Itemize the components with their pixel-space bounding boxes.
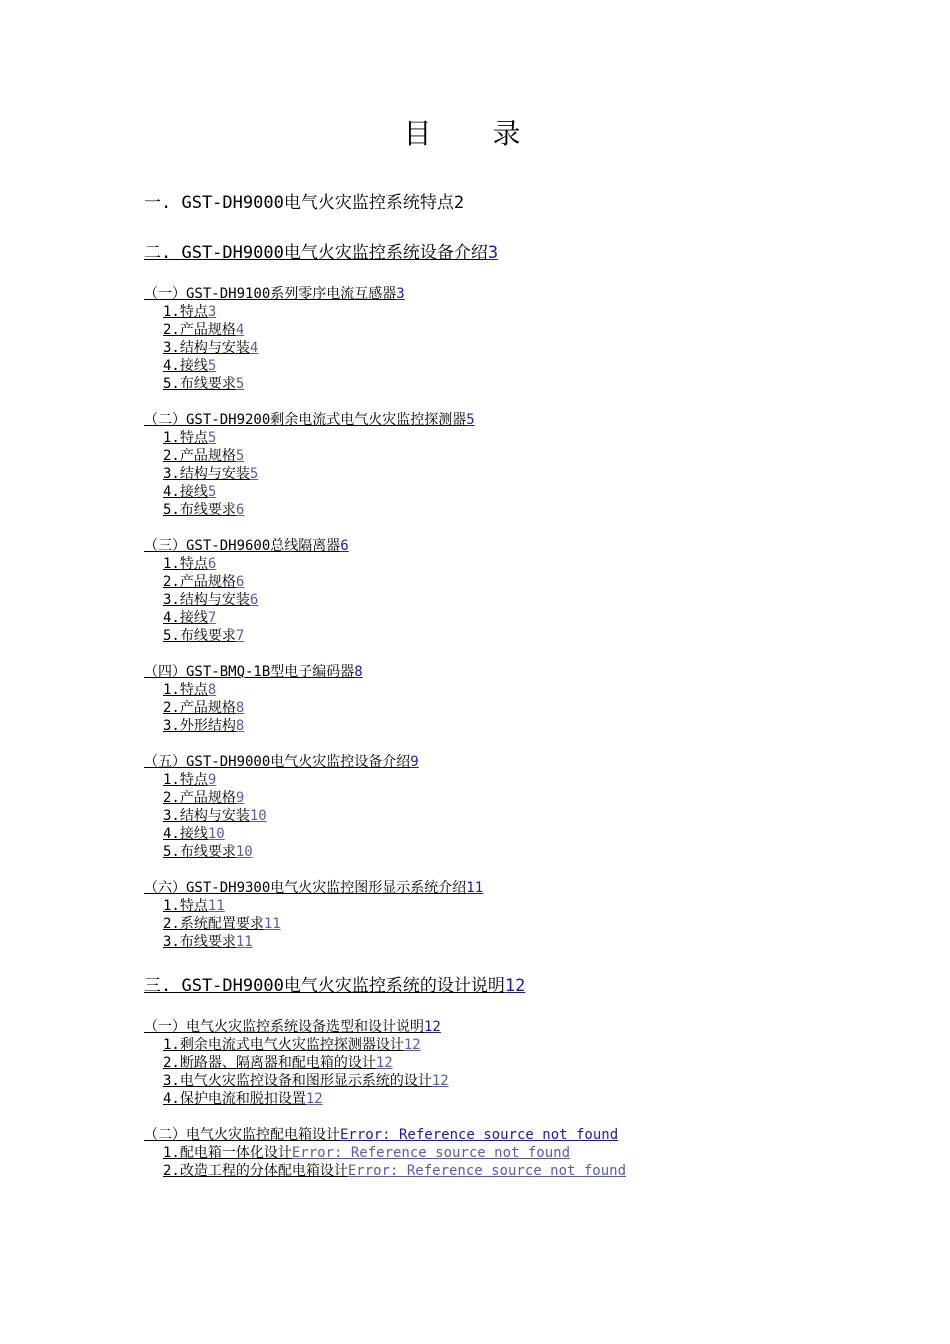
- toc-item-label: 5.布线要求: [163, 628, 236, 644]
- toc-section-label: （六）GST-DH9300电气火灾监控图形显示系统介绍: [144, 880, 467, 896]
- toc-item[interactable]: [144, 1054, 864, 1072]
- toc-item[interactable]: [144, 573, 864, 591]
- toc-section[interactable]: [144, 285, 864, 303]
- toc-item-page[interactable]: 4: [249, 340, 259, 356]
- toc-section-label: （五）GST-DH9000电气火灾监控设备介绍: [144, 754, 411, 770]
- toc-chapter[interactable]: [144, 240, 864, 266]
- toc-item-page[interactable]: 11: [207, 898, 225, 914]
- toc-item-label: 2.系统配置要求: [163, 916, 264, 932]
- toc-section[interactable]: [144, 1018, 864, 1036]
- toc-item[interactable]: [144, 303, 864, 321]
- toc-item-label: 2.断路器、隔离器和配电箱的设计: [163, 1055, 376, 1071]
- toc-item[interactable]: [144, 843, 864, 861]
- toc-item-label: 4.保护电流和脱扣设置: [163, 1091, 306, 1107]
- toc-item[interactable]: [144, 627, 864, 645]
- toc-item[interactable]: [144, 447, 864, 465]
- toc-section-label: （一）电气火灾监控系统设备选型和设计说明: [144, 1019, 424, 1035]
- toc-item-page[interactable]: 6: [235, 574, 245, 590]
- toc-chapter-page[interactable]: 3: [487, 243, 499, 263]
- toc-item-label: 1.特点: [163, 898, 208, 914]
- toc-item-label: 1.特点: [163, 304, 208, 320]
- toc-item-page[interactable]: 5: [235, 376, 245, 392]
- toc-item-label: 3.结构与安装: [163, 808, 250, 824]
- toc-item-page[interactable]: Error: Reference source not found: [347, 1163, 627, 1179]
- toc-section[interactable]: [144, 663, 864, 681]
- toc-section-label: （二）GST-DH9200剩余电流式电气火灾监控探测器: [144, 412, 467, 428]
- toc-item-page[interactable]: 6: [249, 592, 259, 608]
- toc-item[interactable]: [144, 321, 864, 339]
- toc-item[interactable]: [144, 1072, 864, 1090]
- toc-item[interactable]: [144, 339, 864, 357]
- toc-item-page[interactable]: Error: Reference source not found: [291, 1145, 571, 1161]
- toc-item-page[interactable]: 10: [249, 808, 267, 824]
- toc-item-page[interactable]: 8: [235, 700, 245, 716]
- toc-item-page[interactable]: 10: [207, 826, 225, 842]
- toc-item-page[interactable]: 12: [403, 1037, 421, 1053]
- toc-item[interactable]: [144, 501, 864, 519]
- toc-item[interactable]: [144, 465, 864, 483]
- toc-section-page[interactable]: 3: [396, 286, 405, 302]
- toc-item-page[interactable]: 6: [207, 556, 217, 572]
- toc-item-label: 1.特点: [163, 556, 208, 572]
- toc-item[interactable]: [144, 483, 864, 501]
- toc-item-page[interactable]: 5: [235, 448, 245, 464]
- toc-item[interactable]: [144, 1162, 864, 1180]
- toc-item-page[interactable]: 5: [207, 430, 217, 446]
- toc-item[interactable]: [144, 609, 864, 627]
- toc-chapter[interactable]: [144, 190, 864, 216]
- toc-item-label: 3.布线要求: [163, 934, 236, 950]
- toc-item[interactable]: [144, 681, 864, 699]
- toc-chapter[interactable]: [144, 973, 864, 999]
- toc-item-page[interactable]: 12: [305, 1091, 323, 1107]
- toc-item-page[interactable]: 6: [235, 502, 245, 518]
- toc-item-label: 1.剩余电流式电气火灾监控探测器设计: [163, 1037, 404, 1053]
- toc-item-label: 1.特点: [163, 430, 208, 446]
- toc-section-page[interactable]: Error: Reference source not found: [340, 1127, 619, 1143]
- toc-section-page[interactable]: 5: [466, 412, 475, 428]
- toc-item[interactable]: [144, 771, 864, 789]
- toc-section-label: （四）GST-BMQ-1B型电子编码器: [144, 664, 355, 680]
- toc-item-page[interactable]: 7: [235, 628, 245, 644]
- toc-item-page[interactable]: 5: [207, 484, 217, 500]
- toc-item-label: 3.外形结构: [163, 718, 236, 734]
- toc-item-page[interactable]: 4: [235, 322, 245, 338]
- toc-section-page[interactable]: 12: [424, 1019, 441, 1035]
- toc-item-label: 4.接线: [163, 358, 208, 374]
- toc-item-label: 4.接线: [163, 610, 208, 626]
- toc-section-label: （二）电气火灾监控配电箱设计: [144, 1127, 340, 1143]
- toc-section[interactable]: [144, 537, 864, 555]
- toc-chapter-page[interactable]: 12: [504, 976, 526, 996]
- toc-item[interactable]: [144, 915, 864, 933]
- toc-item-page[interactable]: 10: [235, 844, 253, 860]
- toc-item-label: 2.产品规格: [163, 448, 236, 464]
- toc-item-label: 2.产品规格: [163, 790, 236, 806]
- toc-item[interactable]: [144, 1144, 864, 1162]
- toc-item[interactable]: [144, 375, 864, 393]
- toc-item-page[interactable]: 9: [207, 772, 217, 788]
- toc-item[interactable]: [144, 429, 864, 447]
- toc-item-page[interactable]: 8: [235, 718, 245, 734]
- toc-item-label: 3.结构与安装: [163, 340, 250, 356]
- toc-item[interactable]: [144, 933, 864, 951]
- toc-section[interactable]: [144, 753, 864, 771]
- toc-item[interactable]: [144, 1090, 864, 1108]
- toc-item[interactable]: [144, 1036, 864, 1054]
- toc-item[interactable]: [144, 897, 864, 915]
- toc-item-label: 4.接线: [163, 484, 208, 500]
- toc-item[interactable]: [144, 717, 864, 735]
- toc-item-page[interactable]: 11: [263, 916, 281, 932]
- toc-section-page[interactable]: 6: [340, 538, 349, 554]
- toc-item[interactable]: [144, 357, 864, 375]
- toc-chapter-label: 一. GST-DH9000电气火灾监控系统特点: [144, 193, 454, 213]
- toc-item-label: 3.结构与安装: [163, 592, 250, 608]
- toc-item-label: 2.产品规格: [163, 322, 236, 338]
- toc-item-label: 2.产品规格: [163, 700, 236, 716]
- toc-chapter-label: 二. GST-DH9000电气火灾监控系统设备介绍: [144, 243, 488, 263]
- toc-section-page[interactable]: 8: [354, 664, 363, 680]
- toc-item-label: 1.特点: [163, 772, 208, 788]
- toc-item-label: 1.配电箱一体化设计: [163, 1145, 292, 1161]
- toc-section[interactable]: [144, 1126, 864, 1144]
- toc-item[interactable]: [144, 699, 864, 717]
- toc-item-page[interactable]: 3: [207, 304, 217, 320]
- toc-item-label: 3.电气火灾监控设备和图形显示系统的设计: [163, 1073, 432, 1089]
- toc-item-label: 2.改造工程的分体配电箱设计: [163, 1163, 348, 1179]
- toc-item[interactable]: [144, 789, 864, 807]
- toc-item-label: 5.布线要求: [163, 502, 236, 518]
- toc-item-page[interactable]: 9: [235, 790, 245, 806]
- toc-item-label: 2.产品规格: [163, 574, 236, 590]
- toc-item-label: 5.布线要求: [163, 376, 236, 392]
- toc-item-page[interactable]: 5: [207, 358, 217, 374]
- toc-item[interactable]: [144, 807, 864, 825]
- toc-item[interactable]: [144, 825, 864, 843]
- toc-chapter-page[interactable]: 2: [453, 193, 465, 213]
- page-title: 目 录: [403, 117, 547, 150]
- toc-item-label: 3.结构与安装: [163, 466, 250, 482]
- toc-section[interactable]: [144, 879, 864, 897]
- toc-section-label: （三）GST-DH9600总线隔离器: [144, 538, 341, 554]
- toc-item-page[interactable]: 5: [249, 466, 259, 482]
- table-of-contents: [144, 190, 864, 1180]
- toc-item[interactable]: [144, 555, 864, 573]
- toc-item-page[interactable]: 8: [207, 682, 217, 698]
- toc-section[interactable]: [144, 411, 864, 429]
- toc-item-page[interactable]: 11: [235, 934, 253, 950]
- toc-section-page[interactable]: 11: [466, 880, 484, 896]
- toc-item-label: 5.布线要求: [163, 844, 236, 860]
- toc-item-label: 4.接线: [163, 826, 208, 842]
- toc-item-page[interactable]: 12: [375, 1055, 393, 1071]
- toc-section-page[interactable]: 9: [410, 754, 419, 770]
- toc-item-label: 1.特点: [163, 682, 208, 698]
- toc-item-page[interactable]: 12: [431, 1073, 449, 1089]
- toc-item-page[interactable]: 7: [207, 610, 217, 626]
- toc-chapter-label: 三. GST-DH9000电气火灾监控系统的设计说明: [144, 976, 505, 996]
- toc-section-label: （一）GST-DH9100系列零序电流互感器: [144, 286, 397, 302]
- toc-item[interactable]: [144, 591, 864, 609]
